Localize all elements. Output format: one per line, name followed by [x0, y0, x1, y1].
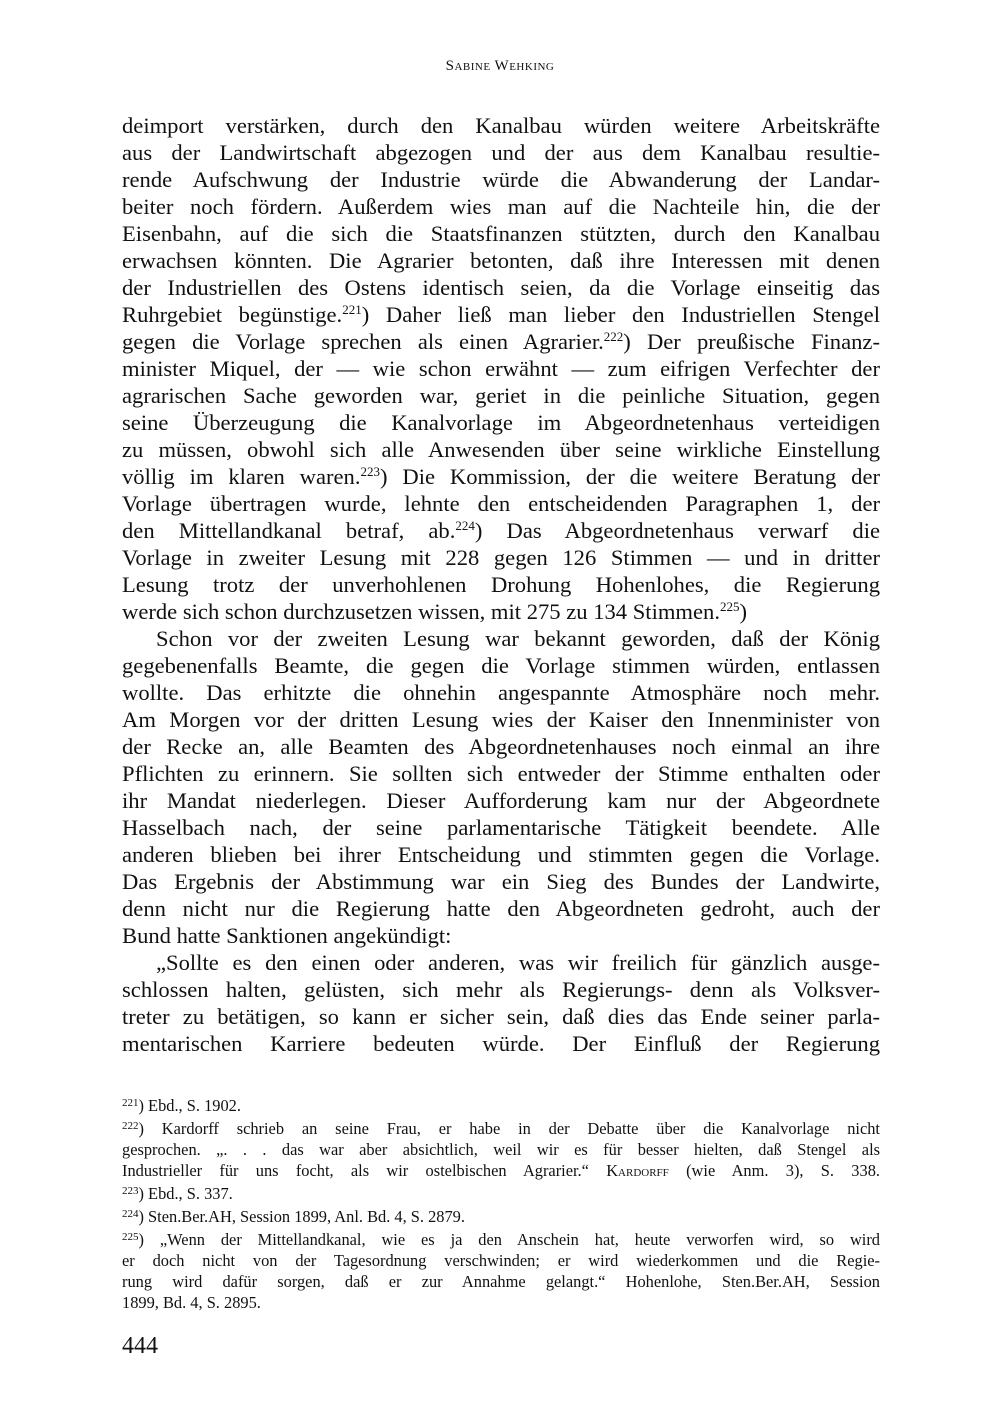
text-line: der Industriellen des Ostens identisch seien, da die Vorlage einseitig das: [122, 275, 880, 300]
footnote-number: 225: [122, 1231, 139, 1243]
text-line: der Recke an, alle Beamten des Abgeordnetenhauses noch einmal an ihre: [122, 734, 880, 759]
text-run: völlig im klaren waren.: [122, 464, 361, 489]
quote-line: treter zu betätigen, so kann er sicher sein, daß dies das Ende seiner parla-: [122, 1004, 880, 1029]
text-line: Pflichten zu erinnern. Sie sollten sich entweder der Stimme enthalten oder: [122, 761, 880, 786]
text-line: Vorlage übertragen wurde, lehnte den entscheidenden Paragraphen 1, der: [122, 491, 880, 516]
footnote-text: ) Ebd., S. 1902.: [138, 1096, 241, 1115]
author-name: Kardorff: [606, 1161, 669, 1180]
footnote-ref[interactable]: 221: [342, 302, 362, 317]
text-line: gegebenenfalls Beamte, die gegen die Vorlage stimmen würden, entlassen: [122, 653, 880, 678]
footnote-ref[interactable]: 222: [603, 329, 624, 344]
footnotes: [122, 1093, 880, 1313]
footnote-number: 223: [122, 1185, 139, 1197]
footnote-line: 1899, Bd. 4, S. 2895.: [122, 1293, 261, 1312]
quote-line: „Sollte es den einen oder anderen, was wir freilich für gänzlich ausge-: [156, 950, 880, 975]
text-line: [122, 598, 880, 625]
text-line: Bund hatte Sanktionen angekündigt:: [122, 923, 452, 948]
text-run: werde sich schon durchzusetzen wissen, mit 275 zu 134 Stimmen.: [122, 599, 720, 624]
running-head: Sabine Wehking: [445, 58, 555, 74]
footnote-text: Industrieller für uns focht, als wir ostelbischen Agrarier.“: [122, 1161, 589, 1180]
text-line: [122, 328, 880, 355]
text-run: den Mittellandkanal betraf, ab.: [122, 518, 456, 543]
text-line: seine Überzeugung die Kanalvorlage im Abgeordnetenhaus verteidigen: [122, 410, 880, 435]
text-line: minister Miquel, der — wie schon erwähnt — zum eifrigen Verfechter der: [122, 356, 880, 381]
footnote-text: ) Ebd., S. 337.: [138, 1184, 233, 1203]
footnote-text: ) Kardorff schrieb an seine Frau, er habe in der Debatte über die Kanalvorlage nicht: [138, 1119, 880, 1138]
text-line: [122, 463, 880, 490]
text-line: Vorlage in zweiter Lesung mit 228 gegen 126 Stimmen — und in dritter: [122, 545, 880, 570]
text-line: Schon vor der zweiten Lesung war bekannt geworden, daß der König: [156, 626, 880, 651]
text-line: erwachsen könnten. Die Agrarier betonten, daß ihre Interessen mit denen: [122, 248, 880, 273]
text-line: agrarischen Sache geworden war, geriet in die peinliche Situation, gegen: [122, 383, 880, 408]
footnote-text: (wie Anm. 3), S. 338.: [686, 1161, 880, 1180]
text-line: ihr Mandat niederlegen. Dieser Aufforderung kam nur der Abgeordnete: [122, 788, 880, 813]
text-line: aus der Landwirtschaft abgezogen und der aus dem Kanalbau resultie-: [122, 140, 880, 165]
footnote-line: rung wird dafür sorgen, daß er zur Annahme gelangt.“ Hohenlohe, Sten.Ber.AH, Session: [122, 1272, 880, 1291]
text-line: Am Morgen vor der dritten Lesung wies der Kaiser den Innenminister von: [122, 707, 880, 732]
footnote-225: [122, 1227, 880, 1250]
text-line: deimport verstärken, durch den Kanalbau würden weitere Arbeitskräfte: [122, 113, 880, 138]
quote-line: mentarischen Karriere bedeuten würde. Der Einfluß der Regierung: [122, 1031, 880, 1056]
text-run: gegen die Vorlage sprechen als einen Agrarier.: [122, 329, 604, 354]
text-run: ) Die Kommission, der die weitere Beratung der: [380, 464, 881, 489]
footnote-222: [122, 1116, 880, 1139]
text-run: Ruhrgebiet begünstige.: [122, 302, 343, 327]
text-line: [122, 517, 880, 544]
text-line: denn nicht nur die Regierung hatte den Abgeordneten gedroht, auch der: [122, 896, 880, 921]
footnote-text: ) „Wenn der Mittellandkanal, wie es ja den Anschein hat, heute verworfen wird, so wird: [138, 1230, 880, 1249]
footnote-ref[interactable]: 225: [719, 599, 740, 614]
quote-line: schlossen halten, gelüsten, sich mehr als Regierungs- denn als Volksver-: [122, 977, 880, 1002]
footnote-line: [122, 1160, 880, 1181]
main-text: [122, 112, 880, 1057]
text-line: Hasselbach nach, der seine parlamentarische Tätigkeit beendete. Alle: [122, 815, 880, 840]
footnote-ref[interactable]: 223: [360, 464, 380, 479]
text-line: Das Ergebnis der Abstimmung war ein Sieg des Bundes der Landwirte,: [122, 869, 880, 894]
footnote-line: gesprochen. „. . . das war aber absichtlich, weil wir es für besser hielten, daß Stengel als: [122, 1140, 880, 1159]
footnote-number: 224: [122, 1208, 139, 1220]
text-line: wollte. Das erhitzte die ohnehin angespannte Atmosphäre noch mehr.: [122, 680, 880, 705]
footnote-223: [122, 1181, 880, 1204]
text-run: ) Der preußische Finanz-: [623, 329, 880, 354]
footnote-line: er doch nicht von der Tagesordnung verschwinden; er wird wiederkommen und die Regie-: [122, 1251, 880, 1270]
text-line: zu müssen, obwohl sich alle Anwesenden über seine wirkliche Einstellung: [122, 437, 880, 462]
text-run: ) Das Abgeordnetenhaus verwarf die: [474, 518, 881, 543]
footnote-221: [122, 1093, 880, 1116]
footnote-number: 222: [122, 1120, 139, 1132]
text-line: anderen blieben bei ihrer Entscheidung und stimmten gegen die Vorlage.: [122, 842, 880, 867]
text-line: Lesung trotz der unverhohlenen Drohung Hohenlohes, die Regierung: [122, 572, 880, 597]
text-run: ) Daher ließ man lieber den Industriellen Stengel: [361, 302, 880, 327]
text-line: beiter noch fördern. Außerdem wies man auf die Nachteile hin, die der: [122, 194, 880, 219]
footnote-224: [122, 1204, 880, 1227]
text-line: Eisenbahn, auf die sich die Staatsfinanzen stützten, durch den Kanalbau: [122, 221, 880, 246]
footnote-ref[interactable]: 224: [455, 518, 475, 533]
footnote-text: ) Sten.Ber.AH, Session 1899, Anl. Bd. 4, S. 2879.: [138, 1207, 465, 1226]
text-line: [122, 301, 880, 328]
footnote-number: 221: [122, 1097, 139, 1109]
page-number: 444: [122, 1333, 158, 1359]
text-run: ): [739, 599, 748, 624]
text-line: rende Aufschwung der Industrie würde die Abwanderung der Landar-: [122, 167, 880, 192]
